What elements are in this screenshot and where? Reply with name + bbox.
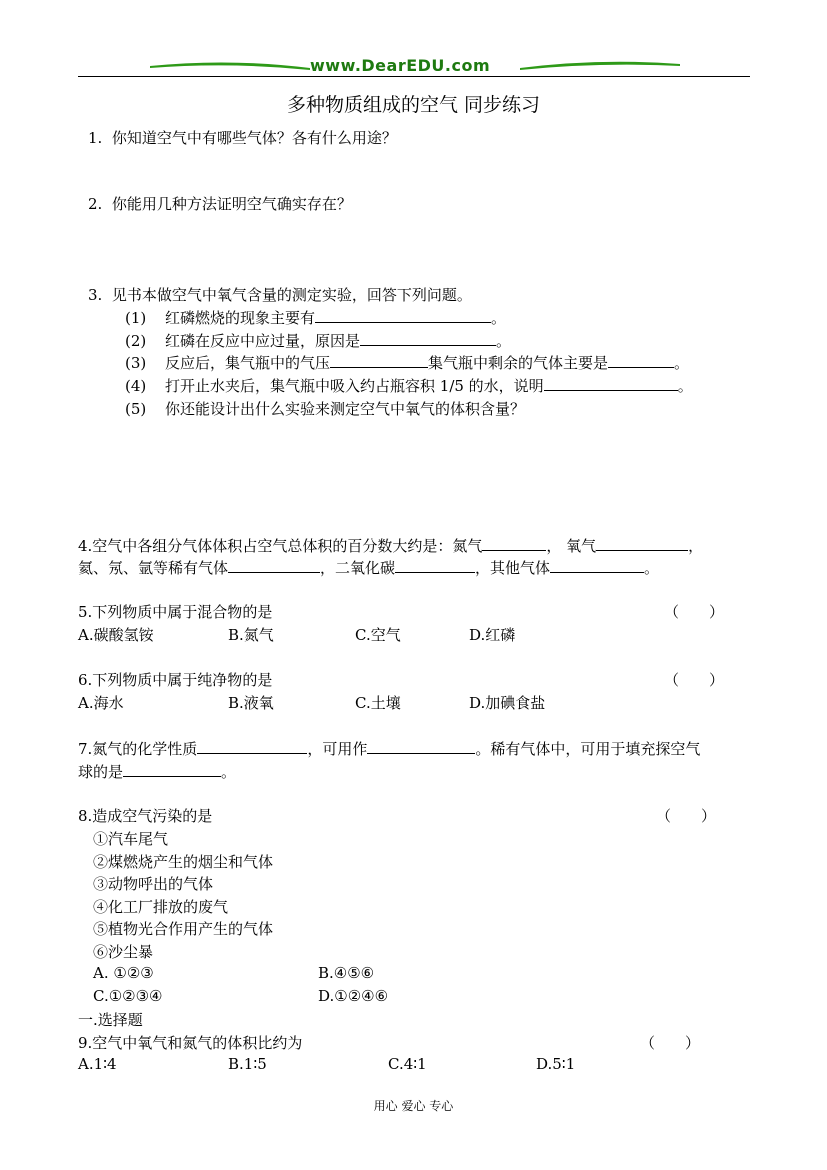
answer-blank[interactable] bbox=[544, 376, 678, 391]
question-8-option-b: B.④⑤⑥ bbox=[318, 964, 375, 982]
question-4-line-1: 4.空气中各组分气体体积占空气总体积的百分数大约是：氮气 ， 氧气 ， bbox=[78, 537, 704, 555]
answer-blank[interactable] bbox=[367, 739, 475, 754]
answer-blank[interactable] bbox=[550, 558, 644, 573]
answer-blank[interactable] bbox=[608, 353, 674, 368]
answer-parentheses[interactable]: （ ） bbox=[664, 603, 725, 621]
question-8-item: ④化工厂排放的废气 bbox=[93, 898, 229, 916]
question-1: 1. 你知道空气中有哪些气体？各有什么用途？ bbox=[88, 129, 397, 147]
question-2: 2. 你能用几种方法证明空气确实存在？ bbox=[88, 195, 352, 213]
question-8-item: ①汽车尾气 bbox=[93, 830, 169, 848]
question-9-option-d: D.5∶1 bbox=[536, 1055, 576, 1073]
question-3-item-2: (2) 红磷在反应中应过量，原因是 。 bbox=[125, 332, 512, 350]
question-3-item-3: (3) 反应后，集气瓶中的气压 集气瓶中剩余的气体主要是 。 bbox=[125, 354, 690, 372]
question-6-option-c: C.土壤 bbox=[355, 694, 401, 712]
question-8-item: ②煤燃烧产生的烟尘和气体 bbox=[93, 853, 274, 871]
question-9-option-a: A.1∶4 bbox=[78, 1055, 117, 1073]
question-9: 9.空气中氧气和氮气的体积比约为 bbox=[78, 1034, 303, 1052]
question-9-option-b: B.1∶5 bbox=[228, 1055, 267, 1073]
header-rule bbox=[78, 76, 750, 77]
question-8-item: ⑤植物光合作用产生的气体 bbox=[93, 920, 274, 938]
answer-parentheses[interactable]: （ ） bbox=[656, 807, 717, 825]
answer-blank[interactable] bbox=[330, 353, 428, 368]
header-logo-text[interactable]: www.DearEDU.com bbox=[310, 56, 491, 75]
answer-blank[interactable] bbox=[395, 558, 475, 573]
question-3: 3. 见书本做空气中氧气含量的测定实验，回答下列问题。 bbox=[88, 286, 472, 304]
question-7-line-1: 7.氮气的化学性质 ，可用作 。稀有气体中，可用于填充探空气 bbox=[78, 740, 701, 758]
question-5-option-a: A.碳酸氢铵 bbox=[78, 626, 154, 644]
question-4-line-2: 氦、氖、氩等稀有气体 ，二氧化碳 ，其他气体 。 bbox=[78, 559, 660, 577]
question-8-item: ⑥沙尘暴 bbox=[93, 943, 154, 961]
question-5-option-b: B.氮气 bbox=[228, 626, 274, 644]
answer-blank[interactable] bbox=[596, 536, 688, 551]
question-6-option-a: A.海水 bbox=[78, 694, 124, 712]
question-6-option-b: B.液氧 bbox=[228, 694, 274, 712]
answer-blank[interactable] bbox=[123, 762, 221, 777]
question-6-option-d: D.加碘食盐 bbox=[469, 694, 546, 712]
answer-blank[interactable] bbox=[360, 331, 496, 346]
page-title: 多种物质组成的空气 同步练习 bbox=[286, 94, 541, 116]
question-5-option-d: D.红磷 bbox=[469, 626, 516, 644]
question-9-option-c: C.4∶1 bbox=[388, 1055, 427, 1073]
question-8-option-a: A. ①②③ bbox=[93, 964, 154, 982]
question-8-item: ③动物呼出的气体 bbox=[93, 875, 214, 893]
section-heading: 一.选择题 bbox=[78, 1011, 143, 1029]
question-3-item-5: (5) 你还能设计出什么实验来测定空气中氧气的体积含量？ bbox=[125, 400, 526, 418]
answer-blank[interactable] bbox=[482, 536, 546, 551]
question-3-item-1: (1) 红磷燃烧的现象主要有 。 bbox=[125, 309, 507, 327]
question-5-option-c: C.空气 bbox=[355, 626, 401, 644]
page-footer: 用心 爱心 专心 bbox=[373, 1099, 454, 1113]
answer-parentheses[interactable]: （ ） bbox=[664, 671, 725, 689]
question-8: 8.造成空气污染的是 bbox=[78, 807, 213, 825]
question-6: 6.下列物质中属于纯净物的是 bbox=[78, 671, 273, 689]
question-3-item-4: (4) 打开止水夹后，集气瓶中吸入约占瓶容积 1/5 的水，说明 。 bbox=[125, 377, 693, 395]
answer-blank[interactable] bbox=[197, 739, 307, 754]
answer-blank[interactable] bbox=[315, 308, 491, 323]
question-8-option-d: D.①②④⑥ bbox=[318, 987, 389, 1005]
answer-blank[interactable] bbox=[228, 558, 320, 573]
question-5: 5.下列物质中属于混合物的是 bbox=[78, 603, 273, 621]
question-8-option-c: C.①②③④ bbox=[93, 987, 163, 1005]
question-7-line-2: 球的是 。 bbox=[78, 763, 237, 781]
answer-parentheses[interactable]: （ ） bbox=[640, 1034, 701, 1052]
